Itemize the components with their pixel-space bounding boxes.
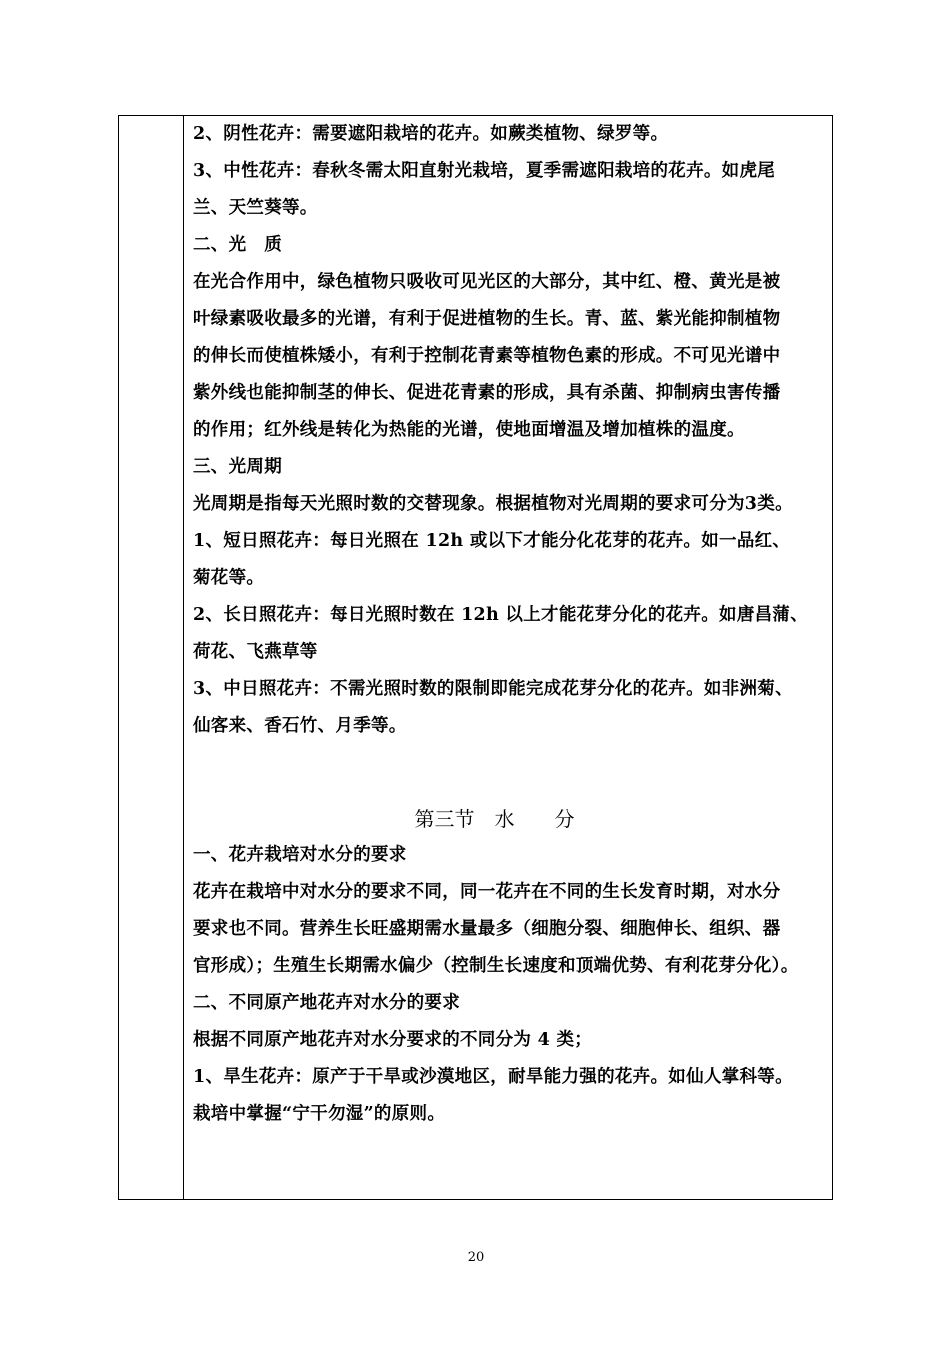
text-line: 1、旱生花卉：原产于干旱或沙漠地区，耐旱能力强的花卉。如仙人掌科等。	[193, 1067, 793, 1087]
text-line: 花卉在栽培中对水分的要求不同，同一花卉在不同的生长发育时期，对水分	[193, 882, 781, 902]
text-line: 荷花、飞燕草等	[193, 642, 318, 662]
text-line: 叶绿素吸收最多的光谱，有利于促进植物的生长。青、蓝、紫光能抑制植物	[193, 309, 781, 329]
text-line: 2、长日照花卉：每日光照时数在 12h 以上才能花芽分化的花卉。如唐昌蒲、	[193, 605, 809, 625]
table-left-column	[119, 116, 184, 1199]
text-line: 的伸长而使植株矮小，有利于控制花青素等植物色素的形成。不可见光谱中	[193, 346, 781, 366]
text-line: 官形成）；生殖生长期需水偏少（控制生长速度和顶端优势、有利花芽分化）。	[193, 956, 799, 976]
subheading-origin-water: 二、不同原产地花卉对水分的要求	[193, 993, 460, 1013]
blank-space	[193, 745, 826, 801]
document-table	[118, 115, 833, 1200]
text-line: 根据不同原产地花卉对水分要求的不同分为 4 类；	[193, 1030, 593, 1050]
text-line: 要求也不同。营养生长旺盛期需水量最多（细胞分裂、细胞伸长、组织、器	[193, 919, 781, 939]
subheading-water-requirements: 一、花卉栽培对水分的要求	[193, 845, 407, 865]
text-line: 3、中性花卉：春秋冬需太阳直射光栽培，夏季需遮阳栽培的花卉。如虎尾	[193, 161, 776, 181]
text-line: 菊花等。	[193, 568, 265, 588]
text-line: 仙客来、香石竹、月季等。	[193, 716, 407, 736]
table-content-cell	[193, 116, 826, 1133]
text-line: 兰、天竺葵等。	[193, 198, 318, 218]
page-number: 20	[467, 1250, 485, 1265]
text-line: 3、中日照花卉：不需光照时数的限制即能完成花芽分化的花卉。如非洲菊、	[193, 679, 793, 699]
subheading-photoperiod: 三、光周期	[193, 457, 282, 477]
text-line: 光周期是指每天光照时数的交替现象。根据植物对光周期的要求可分为3类。	[193, 494, 793, 514]
text-line: 在光合作用中，绿色植物只吸收可见光区的大部分，其中红、橙、黄光是被	[193, 272, 781, 292]
text-line: 的作用；红外线是转化为热能的光谱，使地面增温及增加植株的温度。	[193, 420, 745, 440]
text-line: 1、短日照花卉：每日光照在 12h 或以下才能分化花芽的花卉。如一品红、	[193, 531, 791, 551]
text-line: 紫外线也能抑制茎的伸长、促进花青素的形成，具有杀菌、抑制病虫害传播	[193, 383, 781, 403]
text-line: 2、阴性花卉：需要遮阳栽培的花卉。如蕨类植物、绿罗等。	[193, 124, 669, 144]
section-title: 第三节 水 分	[414, 807, 575, 831]
text-line: 栽培中掌握“宁干勿湿”的原则。	[193, 1104, 446, 1124]
subheading-light-quality: 二、光 质	[193, 235, 282, 255]
